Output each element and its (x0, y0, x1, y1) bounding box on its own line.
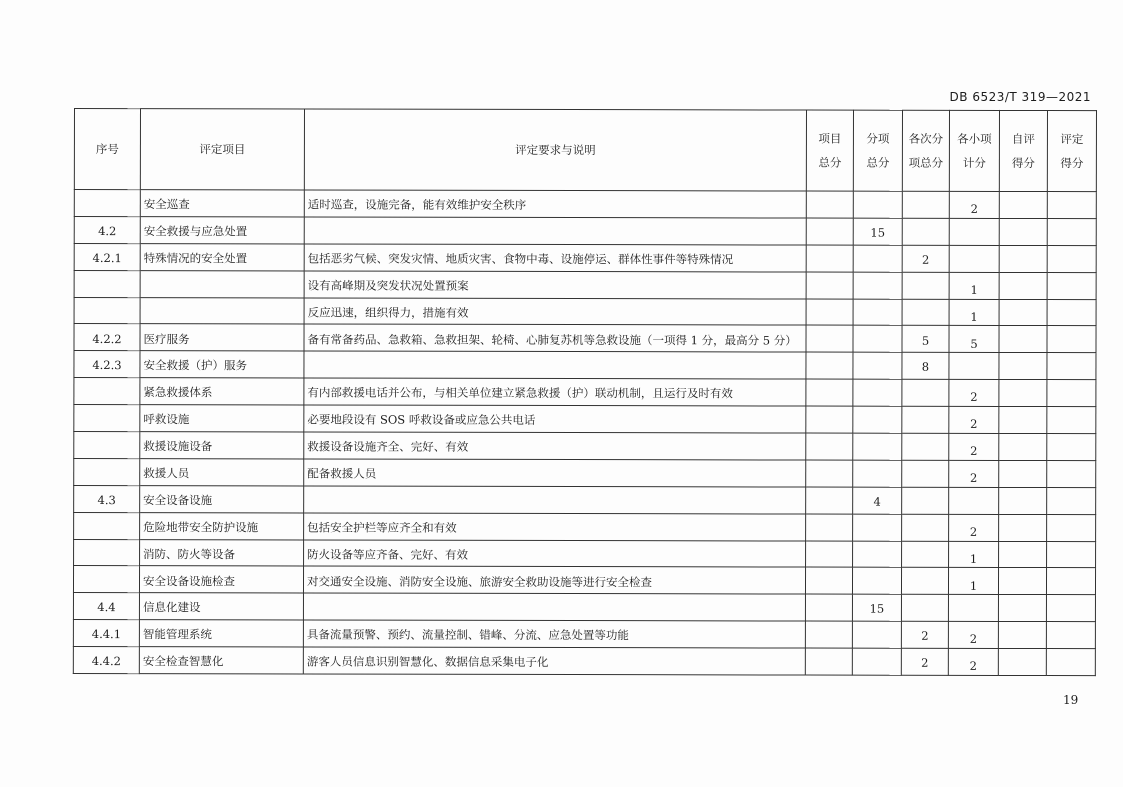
cell-small-total: 1 (949, 272, 999, 299)
cell-requirement (304, 217, 806, 245)
cell-sub2-total (902, 406, 949, 433)
table-row (74, 243, 1096, 272)
table-row (74, 270, 1096, 299)
cell-requirement: 对交通安全设施、消防安全设施、旅游安全救助设施等进行安全检查 (303, 566, 805, 594)
table-row (74, 539, 1096, 568)
cell-requirement: 防火设备等应齐备、完好、有效 (304, 540, 806, 568)
header-requirement: 评定要求与说明 (304, 109, 806, 191)
cell-eval-score (1046, 568, 1095, 595)
cell-item: 紧急救援体系 (140, 378, 304, 405)
cell-self-score (999, 353, 1047, 380)
header-sub2-total: 各次分项总分 (902, 110, 949, 191)
cell-sub2-total (902, 541, 949, 568)
cell-sub-total (852, 568, 901, 595)
cell-requirement: 反应迅速，组织得力，措施有效 (304, 298, 806, 326)
cell-requirement: 适时巡查，设施完备，能有效维护安全秩序 (304, 190, 806, 218)
page-number: 19 (1063, 693, 1079, 707)
cell-requirement: 设有高峰期及突发状况处置预案 (304, 271, 806, 299)
cell-item-total (806, 433, 853, 460)
cell-seq (74, 512, 140, 539)
cell-sub-total (853, 460, 902, 487)
cell-requirement: 必要地段设有 SOS 呼救设备或应急公共电话 (304, 405, 806, 433)
table-row (74, 512, 1096, 541)
cell-eval-score (1046, 595, 1095, 622)
cell-item: 医疗服务 (140, 324, 304, 351)
cell-eval-score (1047, 434, 1096, 461)
cell-sub-total (853, 299, 902, 326)
cell-sub2-total (902, 218, 949, 245)
cell-sub2-total (902, 191, 949, 218)
cell-seq (74, 539, 140, 566)
cell-sub2-total (902, 379, 949, 406)
cell-eval-score (1047, 272, 1096, 299)
cell-sub-total (852, 621, 901, 648)
cell-eval-score (1047, 514, 1096, 541)
cell-seq: 4.2 (74, 216, 140, 243)
cell-self-score (999, 380, 1047, 407)
cell-small-total: 2 (949, 191, 999, 218)
table-row (73, 593, 1095, 622)
cell-item (140, 297, 304, 324)
cell-requirement: 具备流量预警、预约、流量控制、错峰、分流、应急处置等功能 (303, 620, 805, 648)
cell-item: 安全设备设施 (140, 485, 304, 512)
cell-item-total (806, 379, 853, 406)
cell-eval-score (1047, 487, 1096, 514)
cell-self-score (998, 622, 1046, 649)
cell-sub2-total: 8 (902, 353, 949, 380)
cell-self-score (999, 487, 1047, 514)
cell-sub2-total (902, 460, 949, 487)
cell-eval-score (1047, 541, 1096, 568)
cell-requirement: 配备救援人员 (304, 459, 806, 487)
cell-sub2-total: 2 (901, 621, 948, 648)
cell-small-total (948, 595, 998, 622)
cell-item-total (805, 648, 852, 675)
header-small-total: 各小项计分 (949, 110, 999, 191)
cell-item: 危险地带安全防护设施 (140, 512, 304, 539)
cell-seq (74, 190, 140, 217)
header-item: 评定项目 (140, 109, 304, 190)
cell-item: 信息化建设 (139, 593, 303, 620)
cell-item-total (806, 406, 853, 433)
cell-sub-total (852, 648, 901, 675)
cell-sub-total: 4 (853, 487, 902, 514)
scoring-table (73, 108, 1097, 676)
cell-eval-score (1047, 380, 1096, 407)
cell-small-total (949, 245, 999, 272)
cell-small-total (949, 487, 999, 514)
cell-eval-score (1047, 326, 1096, 353)
cell-self-score (999, 218, 1047, 245)
cell-self-score (998, 649, 1046, 676)
table-row (74, 190, 1096, 219)
cell-self-score (999, 191, 1047, 218)
cell-seq: 4.2.3 (74, 351, 140, 378)
cell-sub-total: 15 (852, 594, 901, 621)
cell-item-total (806, 325, 853, 352)
cell-small-total (949, 218, 999, 245)
cell-item-total (806, 487, 853, 514)
cell-sub-total (853, 191, 902, 218)
cell-sub-total (853, 541, 902, 568)
cell-item: 呼救设施 (140, 405, 304, 432)
standard-code: DB 6523/T 319—2021 (949, 90, 1091, 104)
cell-self-score (999, 541, 1047, 568)
cell-sub-total (853, 433, 902, 460)
table-row (74, 216, 1096, 245)
cell-item-total (806, 218, 853, 245)
cell-eval-score (1047, 218, 1096, 245)
cell-small-total: 2 (949, 460, 999, 487)
cell-eval-score (1047, 192, 1096, 219)
header-item-total: 项目总分 (806, 110, 853, 191)
cell-item-total (805, 568, 852, 595)
cell-item-total (806, 272, 853, 299)
cell-self-score (999, 245, 1047, 272)
cell-sub2-total: 5 (902, 326, 949, 353)
cell-sub-total (853, 514, 902, 541)
cell-item: 救援人员 (140, 459, 304, 486)
table-row (73, 566, 1095, 595)
cell-small-total: 5 (949, 326, 999, 353)
cell-requirement (304, 351, 806, 379)
cell-seq: 4.3 (74, 485, 140, 512)
cell-self-score (999, 460, 1047, 487)
cell-item-total (806, 352, 853, 379)
table-row (74, 378, 1096, 407)
cell-sub-total (853, 245, 902, 272)
cell-sub-total (853, 352, 902, 379)
table-row (74, 458, 1096, 487)
cell-requirement: 游客人员信息识别智慧化、数据信息采集电子化 (303, 647, 805, 675)
cell-sub2-total (902, 433, 949, 460)
cell-item-total (806, 245, 853, 272)
table-row (74, 432, 1096, 461)
cell-eval-score (1047, 245, 1096, 272)
cell-item-total (806, 541, 853, 568)
cell-seq: 4.4.1 (73, 620, 139, 647)
cell-self-score (999, 272, 1047, 299)
cell-requirement: 有内部救援电话并公布，与相关单位建立紧急救援（护）联动机制，且运行及时有效 (304, 378, 806, 406)
cell-item: 安全检查智慧化 (139, 647, 303, 674)
cell-sub2-total (901, 595, 948, 622)
cell-sub-total (853, 379, 902, 406)
cell-seq (74, 432, 140, 459)
cell-sub2-total (902, 299, 949, 326)
cell-requirement: 救援设备设施齐全、完好、有效 (304, 432, 806, 460)
cell-item: 智能管理系统 (139, 620, 303, 647)
cell-item: 消防、防火等设备 (140, 539, 304, 566)
cell-item-total (805, 621, 852, 648)
header-eval-score: 评定得分 (1047, 111, 1096, 192)
cell-small-total: 1 (949, 541, 999, 568)
cell-item (140, 270, 304, 297)
table-row (74, 405, 1096, 434)
table-row (74, 324, 1096, 353)
cell-eval-score (1047, 353, 1096, 380)
header-seq: 序号 (74, 109, 140, 190)
cell-seq (74, 270, 140, 297)
cell-item: 安全巡查 (140, 190, 304, 217)
cell-self-score (998, 568, 1046, 595)
cell-requirement (304, 486, 806, 514)
cell-small-total: 1 (948, 568, 998, 595)
cell-item-total (806, 514, 853, 541)
cell-requirement (303, 593, 805, 621)
cell-eval-score (1046, 649, 1095, 676)
cell-requirement: 包括恶劣气候、突发灾情、地质灾害、食物中毒、设施停运、群体性事件等特殊情况 (304, 244, 806, 272)
cell-small-total: 2 (949, 406, 999, 433)
table-header-row (74, 109, 1096, 192)
header-self-score: 自评得分 (999, 110, 1047, 191)
cell-small-total: 2 (948, 622, 998, 649)
cell-sub2-total: 2 (902, 245, 949, 272)
cell-sub2-total (902, 514, 949, 541)
cell-seq (73, 566, 139, 593)
table-row (73, 620, 1095, 649)
cell-sub2-total: 2 (901, 648, 948, 675)
cell-sub2-total (902, 272, 949, 299)
cell-small-total: 2 (948, 648, 998, 675)
cell-eval-score (1047, 460, 1096, 487)
cell-sub-total (853, 406, 902, 433)
cell-eval-score (1046, 622, 1095, 649)
cell-item-total (806, 299, 853, 326)
cell-item-total (806, 460, 853, 487)
cell-item: 特殊情况的安全处置 (140, 243, 304, 270)
cell-item: 安全设备设施检查 (139, 566, 303, 593)
cell-sub-total (853, 272, 902, 299)
cell-self-score (999, 514, 1047, 541)
cell-requirement: 包括安全护栏等应齐全和有效 (304, 513, 806, 541)
cell-seq (74, 378, 140, 405)
cell-item: 安全救援与应急处置 (140, 217, 304, 244)
cell-seq: 4.2.2 (74, 324, 140, 351)
cell-seq: 4.4.2 (73, 647, 139, 674)
cell-seq: 4.4 (73, 593, 139, 620)
cell-eval-score (1047, 299, 1096, 326)
header-sub-total: 分项总分 (853, 110, 902, 191)
cell-sub2-total (901, 568, 948, 595)
cell-sub-total (853, 326, 902, 353)
cell-self-score (999, 326, 1047, 353)
table-row (74, 297, 1096, 326)
cell-sub2-total (902, 487, 949, 514)
cell-self-score (999, 299, 1047, 326)
cell-seq: 4.2.1 (74, 243, 140, 270)
cell-small-total: 1 (949, 299, 999, 326)
table-row (74, 351, 1096, 380)
cell-eval-score (1047, 407, 1096, 434)
cell-small-total: 2 (949, 514, 999, 541)
cell-seq (74, 458, 140, 485)
cell-requirement: 备有常备药品、急救箱、急救担架、轮椅、心肺复苏机等急救设施（一项得 1 分，最高分 5 分） (304, 324, 806, 352)
table-row (74, 485, 1096, 514)
cell-self-score (999, 433, 1047, 460)
cell-sub-total: 15 (853, 218, 902, 245)
cell-seq (74, 405, 140, 432)
cell-seq (74, 297, 140, 324)
cell-self-score (998, 595, 1046, 622)
cell-small-total: 2 (949, 433, 999, 460)
cell-item: 安全救援（护）服务 (140, 351, 304, 378)
cell-item-total (806, 191, 853, 218)
table-row (73, 647, 1095, 676)
cell-item: 救援设施设备 (140, 432, 304, 459)
cell-self-score (999, 407, 1047, 434)
cell-small-total: 2 (949, 380, 999, 407)
cell-item-total (805, 594, 852, 621)
cell-small-total (949, 353, 999, 380)
